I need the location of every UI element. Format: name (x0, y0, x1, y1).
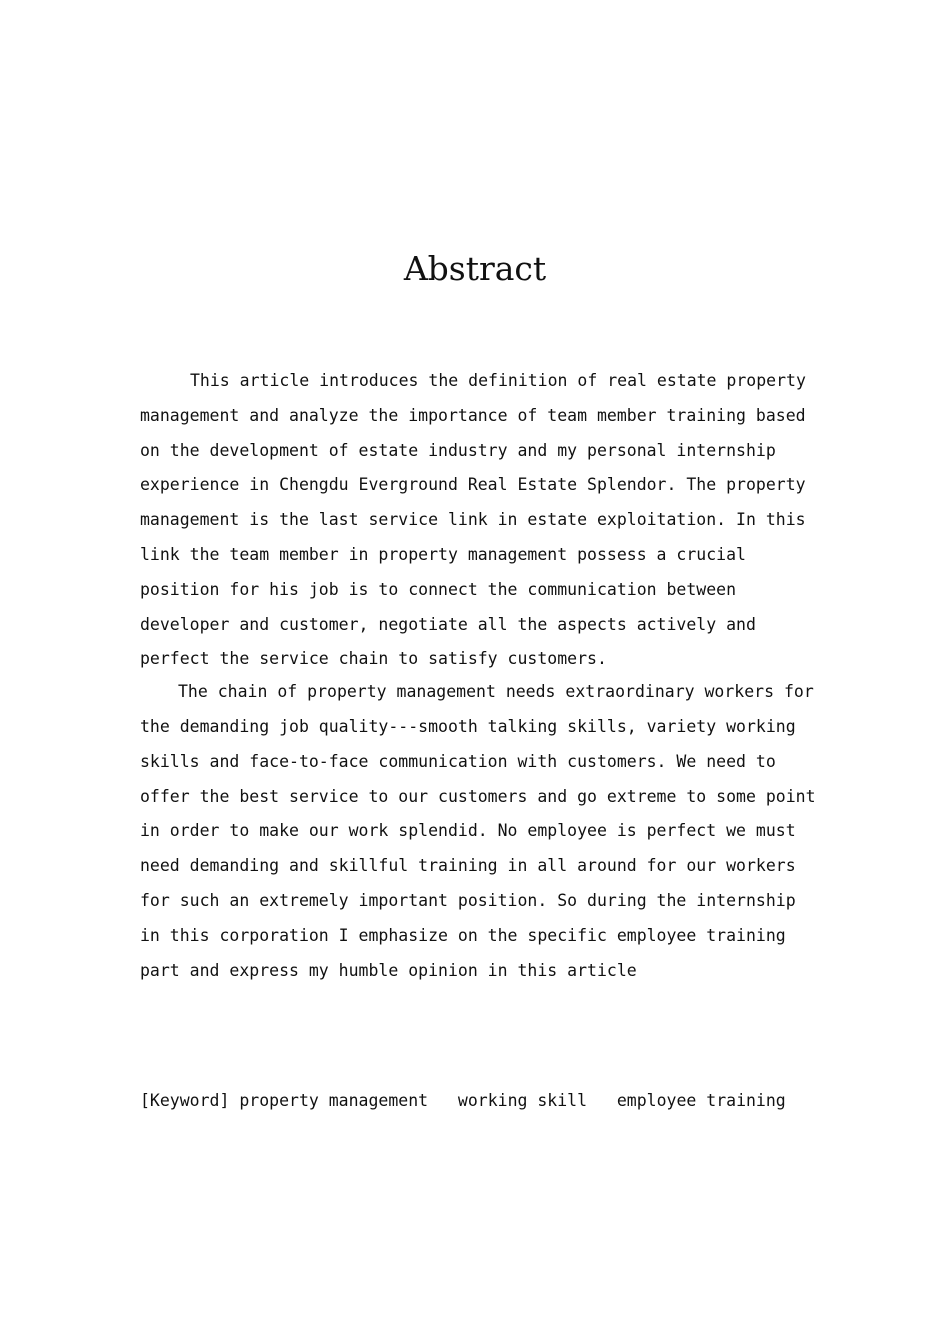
keyword-item: working skill (457, 1091, 588, 1110)
abstract-paragraph-2: The chain of property management needs extraordinary workers for the demanding job quality---smooth talking skills, variety working skills and face-to-face communication with customers. We need to offer the best service to our customers and go extreme to some point in order to make our work splendid. No employee is perfect we must need demanding and skillful training in all around for our workers for such an extremely important position. So during the internship in this corporation I emphasize on the specific employee training part and express my humble opinion in this article (140, 682, 816, 980)
abstract-title: Abstract (403, 249, 547, 288)
keyword-item: employee training (616, 1091, 786, 1110)
abstract-paragraph-1: This article introduces the definition of real estate property management and analyze the importance of team member training based on the development of estate industry and my personal internship experience in Chengdu Everground Real Estate Splendor. The property management is the last service link in estate exploitation. In this link the team member in property management possess a crucial position for his job is to connect the communication between developer and customer, negotiate all the aspects actively and perfect the service chain to satisfy customers. (140, 371, 806, 669)
abstract-body (140, 364, 820, 988)
keyword-item: property management (239, 1091, 429, 1110)
keywords-line (140, 1084, 840, 1118)
keywords-label: [Keyword] (140, 1091, 230, 1110)
